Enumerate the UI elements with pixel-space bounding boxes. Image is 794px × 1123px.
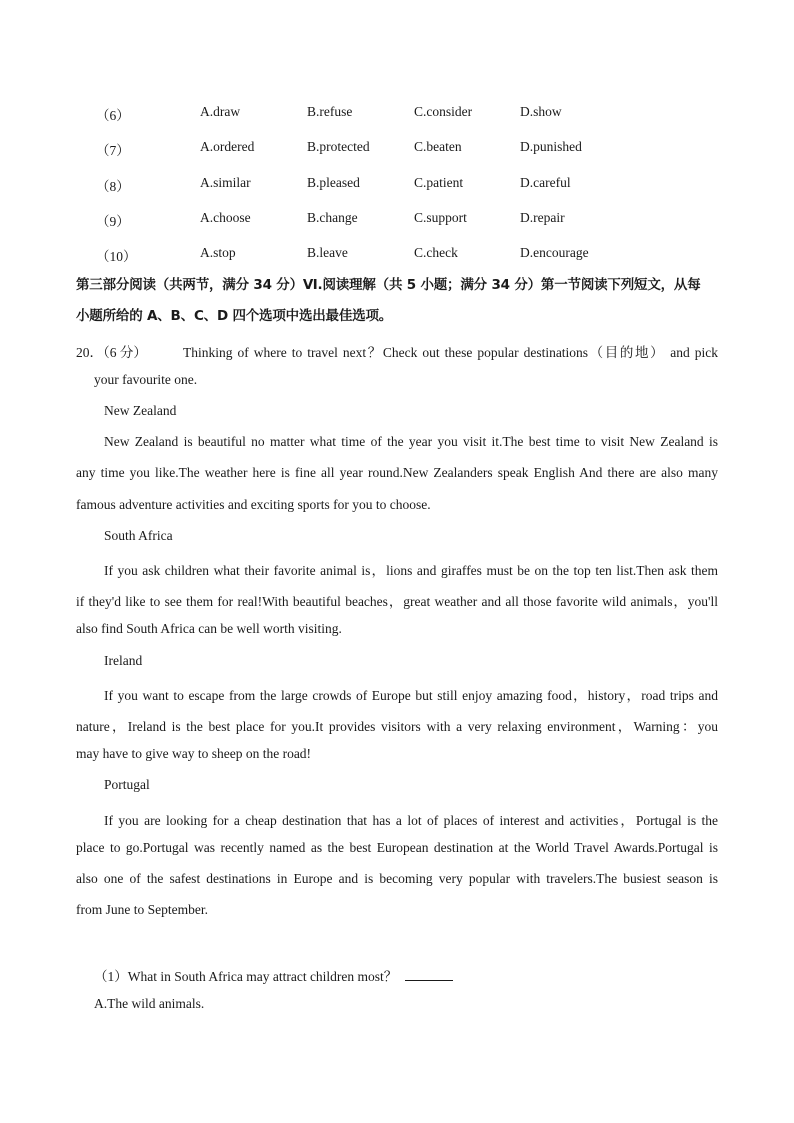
destination-title: Ireland <box>104 653 143 668</box>
paragraph-line: New Zealand is beautiful no matter what time of the year you visit it.The best time to visit New Zealand is <box>104 434 718 449</box>
question-number: 20．（6 分） <box>76 345 147 360</box>
paragraph-line: any time you like.The weather here is fine all year round.New Zealanders speak English And there are also many <box>76 465 718 480</box>
option-a: A.choose <box>200 210 251 225</box>
option-a: A.draw <box>200 104 241 119</box>
section-heading <box>76 270 720 332</box>
question-intro-line2: your favourite one. <box>94 372 198 387</box>
paragraph-line: nature，Ireland is the best place for you.It provides visitors with a very relaxing environment，Warning：you <box>76 719 718 734</box>
option-a: A.stop <box>200 245 236 260</box>
paragraph-line: If you ask children what their favorite animal is，lions and giraffes must be on the top ten list.Then ask them <box>104 563 718 578</box>
option-c: C.support <box>414 210 467 225</box>
option-number: （10） <box>96 249 137 264</box>
option-row-8 <box>0 175 794 195</box>
option-c: C.check <box>414 245 458 260</box>
option-d: D.repair <box>520 210 565 225</box>
paragraph-line: If you want to escape from the large crowds of Europe but still enjoy amazing food，history，road trips and <box>104 688 718 703</box>
option-b: B.protected <box>307 139 370 154</box>
paragraph-line: famous adventure activities and exciting sports for you to choose. <box>76 497 431 512</box>
sub-question <box>94 965 453 985</box>
option-number: （9） <box>96 214 130 229</box>
option-d: D.careful <box>520 175 571 190</box>
paragraph-line: may have to give way to sheep on the road! <box>76 746 312 761</box>
option-row-6 <box>0 104 794 124</box>
paragraph-line: if they'd like to see them for real!With beautiful beaches，great weather and all those favorite wild animals，you'll <box>76 594 718 609</box>
option-a: A.similar <box>200 175 251 190</box>
section-heading-line1: 第三部分阅读（共两节，满分 34 分）Ⅵ.阅读理解（共 5 小题；满分 34 分）第一节阅读下列短文，从每 <box>76 277 701 293</box>
option-number: （7） <box>96 143 130 158</box>
option-d: D.show <box>520 104 562 119</box>
destination-title: New Zealand <box>104 403 177 418</box>
sub-question-option-a: A.The wild animals. <box>94 996 205 1011</box>
section-heading-line2: 小题所给的 A、B、C、D 四个选项中选出最佳选项。 <box>76 308 393 324</box>
paragraph-line: also one of the safest destinations in Europe and is becoming very popular with travelers.The busiest season is <box>76 871 718 886</box>
destination-title: Portugal <box>104 777 150 792</box>
sub-question-text: （1）What in South Africa may attract children most？ <box>94 969 398 984</box>
question-intro-line1: Thinking of where to travel next？Check out these popular destinations（目的地） and pick <box>183 345 718 360</box>
option-a: A.ordered <box>200 139 255 154</box>
option-c: C.patient <box>414 175 464 190</box>
option-c: C.beaten <box>414 139 462 154</box>
option-number: （6） <box>96 108 130 123</box>
option-b: B.pleased <box>307 175 360 190</box>
paragraph-line: from June to September. <box>76 902 208 917</box>
option-row-7 <box>0 139 794 159</box>
option-d: D.encourage <box>520 245 589 260</box>
answer-blank[interactable] <box>405 968 453 981</box>
option-c: C.consider <box>414 104 473 119</box>
option-b: B.leave <box>307 245 348 260</box>
option-d: D.punished <box>520 139 582 154</box>
option-b: B.refuse <box>307 104 353 119</box>
destination-title: South Africa <box>104 528 173 543</box>
paragraph-line: also find South Africa can be well worth visiting. <box>76 621 342 636</box>
option-b: B.change <box>307 210 358 225</box>
option-row-10 <box>0 245 794 265</box>
paragraph-line: If you are looking for a cheap destination that has a lot of places of interest and activities，Portugal is the <box>104 813 718 828</box>
option-row-9 <box>0 210 794 230</box>
paragraph-line: place to go.Portugal was recently named as the best European destination at the World Travel Awards.Portugal is <box>76 840 718 855</box>
option-number: （8） <box>96 179 130 194</box>
